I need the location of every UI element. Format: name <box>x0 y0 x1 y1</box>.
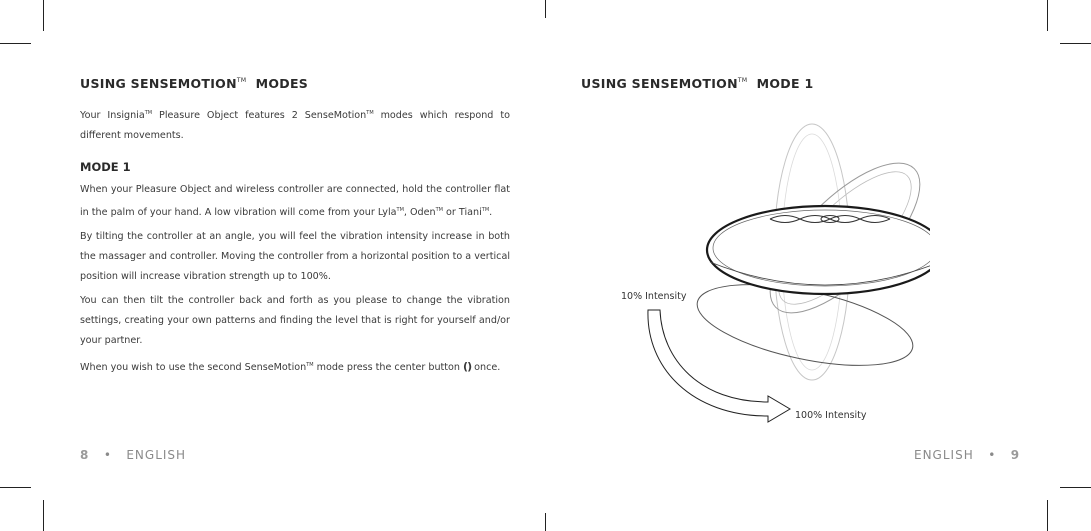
crop-mark <box>1060 487 1091 488</box>
footer-left <box>80 448 186 462</box>
trademark-mark: TM <box>481 207 490 213</box>
footer-right <box>914 448 1020 462</box>
intro-text: modes which respond to different movements. <box>80 110 510 141</box>
heading-text: USING SENSEMOTION <box>80 76 237 91</box>
paragraph-text: once. <box>471 362 501 373</box>
intro-text: Pleasure Object features 2 SenseMotion <box>152 110 367 121</box>
footer-separator: • <box>988 448 997 462</box>
sensemotion-illustration <box>600 120 930 440</box>
paragraph-text: When your Pleasure Object and wireless controller are connected, hold the controller flat in the palm of your hand. A low vibration will come from your Lyla <box>80 184 510 218</box>
paragraph-text: mode press the center button <box>313 362 464 373</box>
trademark-mark: TM <box>144 110 153 116</box>
trademark-mark: TM <box>396 207 404 213</box>
mode-paragraph-4 <box>80 355 510 378</box>
crop-mark <box>43 500 44 531</box>
crop-mark <box>43 0 44 31</box>
intro-text: Your Insignia <box>80 110 145 121</box>
mode-paragraph-2: By tilting the controller at an angle, you will feel the vibration intensity increase in both the massager and controller. Moving the controller from a horizontal position to a vertical position will increase vibration strength up to 100%. <box>80 231 510 282</box>
page-title-right <box>581 76 1001 91</box>
page-title <box>80 76 510 91</box>
center-button-icon: () <box>463 360 472 373</box>
page-number: 8 <box>80 448 90 462</box>
paragraph-text: or Tiani <box>443 207 482 218</box>
crop-mark <box>545 0 546 18</box>
crop-mark <box>0 43 31 44</box>
footer-language: ENGLISH <box>914 448 974 462</box>
controller-flat <box>707 206 930 294</box>
mode-paragraph-1 <box>80 180 510 223</box>
mode-paragraph-3: You can then tilt the controller back and forth as you please to change the vibration settings, creating your own patterns and finding the level that is right for yourself and/or your partner. <box>80 295 510 346</box>
trademark-mark: TM <box>236 77 247 84</box>
left-page <box>80 76 510 382</box>
trademark-mark: TM <box>306 362 314 368</box>
heading-text: USING SENSEMOTION <box>581 76 738 91</box>
paragraph-text: . <box>489 207 493 218</box>
label-low-intensity: 10% Intensity <box>621 291 687 302</box>
footer-language: ENGLISH <box>126 448 187 462</box>
label-high-intensity: 100% Intensity <box>795 410 867 421</box>
paragraph-text: When you wish to use the second SenseMotion <box>80 362 307 373</box>
trademark-mark: TM <box>737 77 748 84</box>
page-number: 9 <box>1010 448 1021 462</box>
paragraph-text: , Oden <box>403 207 436 218</box>
heading-suffix: MODES <box>255 76 309 91</box>
crop-mark <box>1060 43 1091 44</box>
trademark-mark: TM <box>366 110 374 116</box>
footer-separator: • <box>103 448 112 462</box>
intensity-arrow <box>648 310 790 422</box>
crop-mark <box>0 487 31 488</box>
mode-heading: MODE 1 <box>80 160 131 174</box>
trademark-mark: TM <box>435 207 443 213</box>
heading-suffix: MODE 1 <box>756 76 814 91</box>
crop-mark <box>545 513 546 531</box>
intro-paragraph <box>80 103 510 146</box>
crop-mark <box>1047 500 1048 531</box>
crop-mark <box>1047 0 1048 31</box>
